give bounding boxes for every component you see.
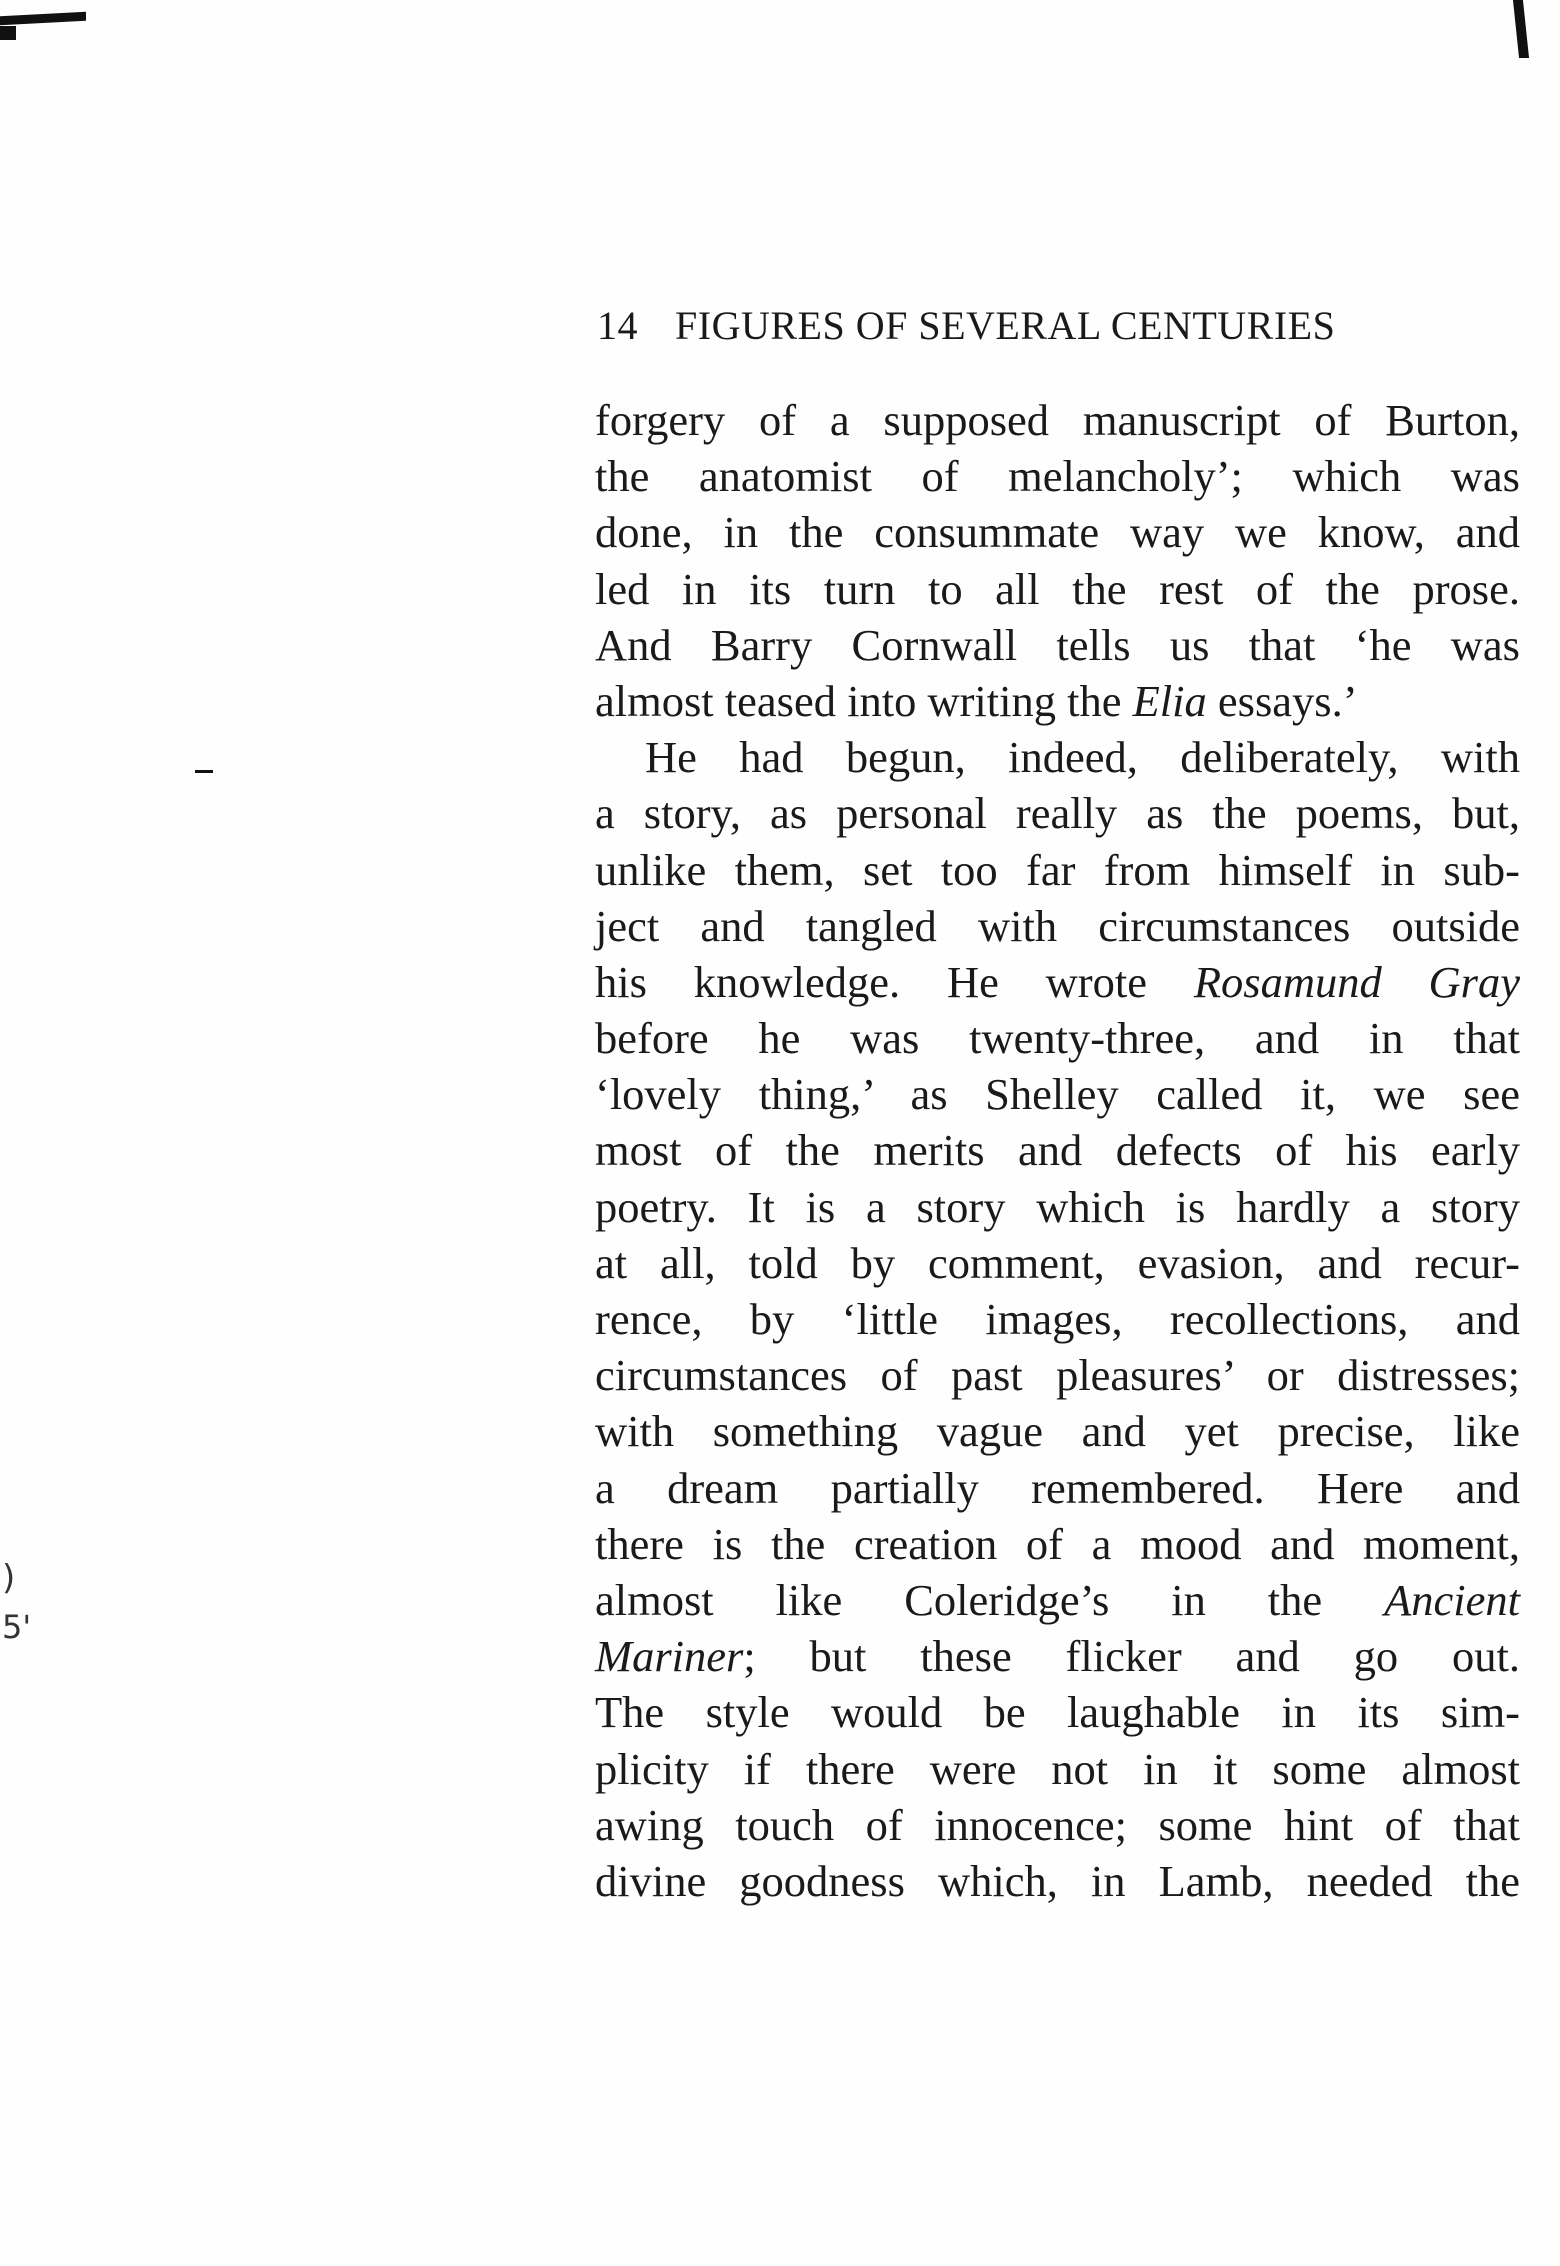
text-line: Mariner; but these flicker and go out. <box>595 1631 1520 1682</box>
text-line: circumstances of past pleasures’ or distresses; <box>595 1350 1520 1401</box>
text-line: ject and tangled with circumstances outside <box>595 900 1520 951</box>
text-line: plicity if there were not in it some almost <box>595 1743 1520 1794</box>
running-title: FIGURES OF SEVERAL CENTURIES <box>675 303 1336 348</box>
margin-glyph-1: ) <box>2 1558 16 1598</box>
running-header <box>597 302 1477 362</box>
text-line: divine goodness which, in Lamb, needed the <box>595 1855 1520 1906</box>
text-line: at all, told by comment, evasion, and recur- <box>595 1237 1520 1288</box>
text-line: awing touch of innocence; some hint of that <box>595 1799 1520 1850</box>
italic-title: Mariner <box>595 1631 744 1682</box>
italic-title: Elia <box>1132 675 1207 726</box>
margin-glyph-2: 5' <box>2 1608 32 1646</box>
text-line: almost like Coleridge’s in the Ancient <box>595 1574 1520 1625</box>
text-line: poetry. It is a story which is hardly a story <box>595 1181 1520 1232</box>
text-line: a story, as personal really as the poems, but, <box>595 788 1520 839</box>
text-line: forgery of a supposed manuscript of Burton, <box>595 395 1520 445</box>
text-line: He had begun, indeed, deliberately, with <box>645 732 1520 783</box>
text-line: unlike them, set too far from himself in sub- <box>595 844 1520 895</box>
text-line: almost teased into writing the Elia essays.’ <box>595 675 1358 726</box>
text-line: there is the creation of a mood and moment, <box>595 1518 1520 1569</box>
text-line: And Barry Cornwall tells us that ‘he was <box>595 619 1520 670</box>
text-line: a dream partially remembered. Here and <box>595 1462 1520 1513</box>
italic-title: Rosamund Gray <box>1193 956 1520 1007</box>
scan-artifact-speck <box>195 770 213 773</box>
text-line: before he was twenty-three, and in that <box>595 1013 1520 1064</box>
text-line: his knowledge. He wrote Rosamund Gray <box>595 956 1520 1007</box>
page-number: 14 <box>597 303 638 348</box>
scan-artifact-top-left-tail <box>0 26 16 40</box>
text-line: led in its turn to all the rest of the prose. <box>595 563 1520 614</box>
text-line: rence, by ‘little images, recollections, and <box>595 1294 1520 1344</box>
text-line: done, in the consummate way we know, and <box>595 507 1520 558</box>
body-text <box>595 392 1520 1909</box>
text-line: most of the merits and defects of his early <box>595 1125 1520 1176</box>
text-line: with something vague and yet precise, like <box>595 1406 1520 1457</box>
text-line: the anatomist of melancholy’; which was <box>595 451 1520 502</box>
text-line: The style would be laughable in its sim- <box>595 1687 1520 1738</box>
scan-artifact-top-right <box>1513 0 1529 58</box>
scan-artifact-top-left <box>0 12 86 26</box>
text-line: ‘lovely thing,’ as Shelley called it, we see <box>595 1069 1520 1120</box>
italic-title: Ancient <box>1384 1574 1520 1625</box>
